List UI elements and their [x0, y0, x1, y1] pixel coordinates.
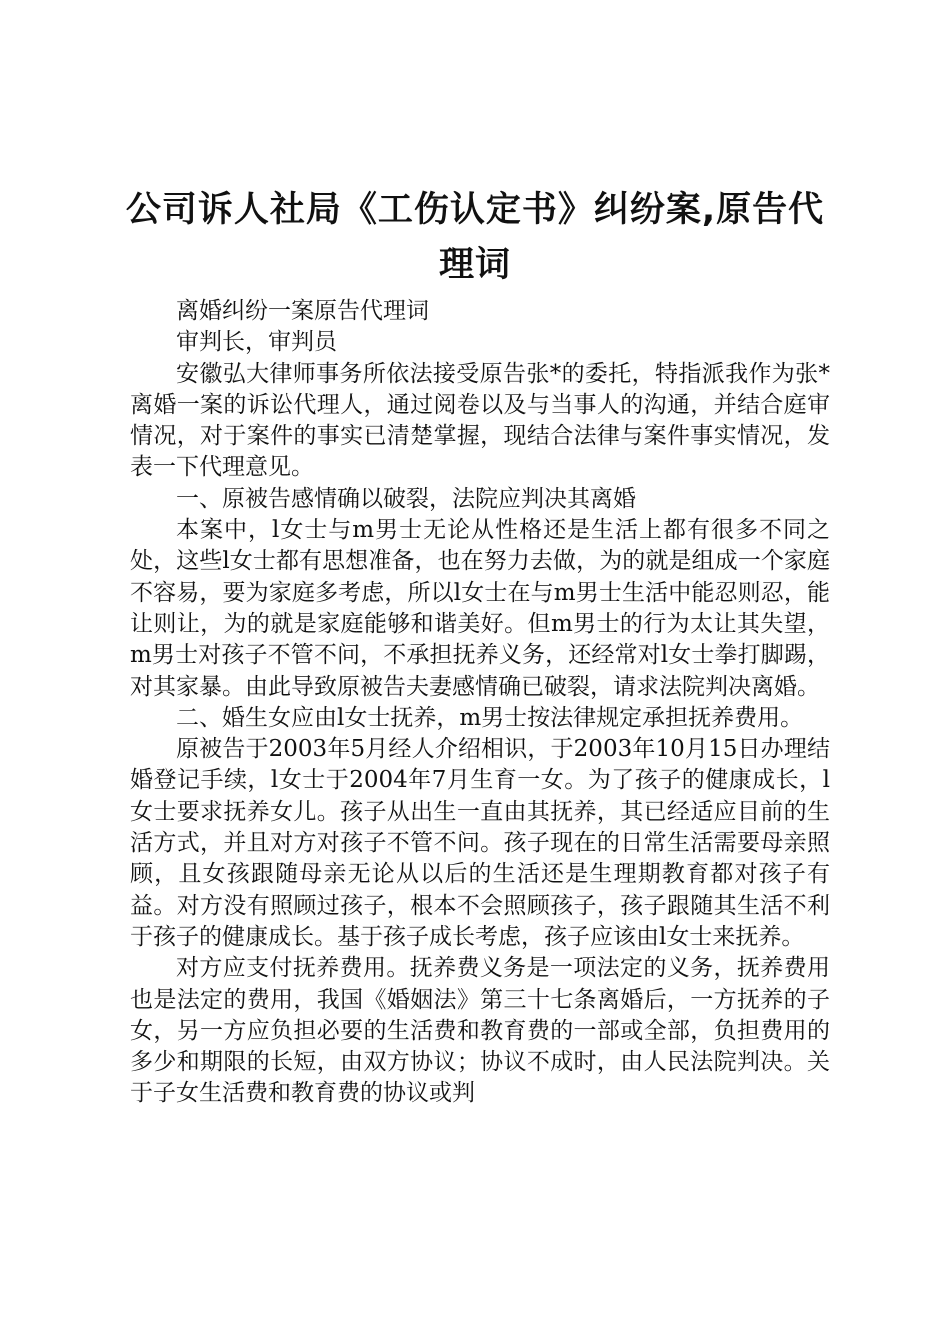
- body-paragraph: 原被告于2003年5月经人介绍相识，于2003年10月15日办理结婚登记手续，l女士于2004年7月生育一女。为了孩子的健康成长，l女士要求抚养女儿。孩子从出生一直由其抚养，其已经适应目前的生活方式，并且对方对孩子不管不问。孩子现在的日常生活需要母亲照顾，且女孩跟随母亲无论从以后的生活还是生理期教育都对孩子有益。对方没有照顾过孩子，根本不会照顾孩子，孩子跟随其生活不利于孩子的健康成长。基于孩子成长考虑，孩子应该由l女士来抚养。: [130, 736, 830, 950]
- salutation-paragraph: 审判长，审判员: [176, 329, 337, 356]
- document-title: 公司诉人社局《工伤认定书》纠纷案,原告代理词: [125, 190, 825, 285]
- document-body: [130, 296, 830, 1110]
- subtitle-paragraph: 离婚纠纷一案原告代理词: [176, 298, 429, 324]
- intro-paragraph: 安徽弘大律师事务所依法接受原告张*的委托，特指派我作为张*离婚一案的诉讼代理人，通过阅卷以及与当事人的沟通，并结合庭审情况，对于案件的事实已清楚掌握，现结合法律与案件事实情况，发表一下代理意见。: [130, 360, 830, 481]
- body-paragraph: 本案中，l女士与m男士无论从性格还是生活上都有很多不同之处，这些l女士都有思想准备，也在努力去做，为的就是组成一个家庭不容易，要为家庭多考虑，所以l女士在与m男士生活中能忍则忍，能让则让，为的就是家庭能够和谐美好。但m男士的行为太让其失望，m男士对孩子不管不问，不承担抚养义务，还经常对l女士拳打脚踢，对其家暴。由此导致原被告夫妻感情确已破裂，请求法院判决离婚。: [130, 517, 830, 700]
- section-heading-2: 二、婚生女应由l女士抚养，m男士按法律规定承担抚养费用。: [176, 704, 804, 731]
- section-heading-1: 一、原被告感情确以破裂，法院应判决其离婚: [176, 485, 636, 512]
- body-paragraph: 对方应支付抚养费用。抚养费义务是一项法定的义务，抚养费用也是法定的费用，我国《婚姻法》第三十七条离婚后，一方抚养的子女，另一方应负担必要的生活费和教育费的一部或全部，负担费用的多少和期限的长短，由双方协议；协议不成时，由人民法院判决。关于子女生活费和教育费的协议或判: [130, 955, 830, 1107]
